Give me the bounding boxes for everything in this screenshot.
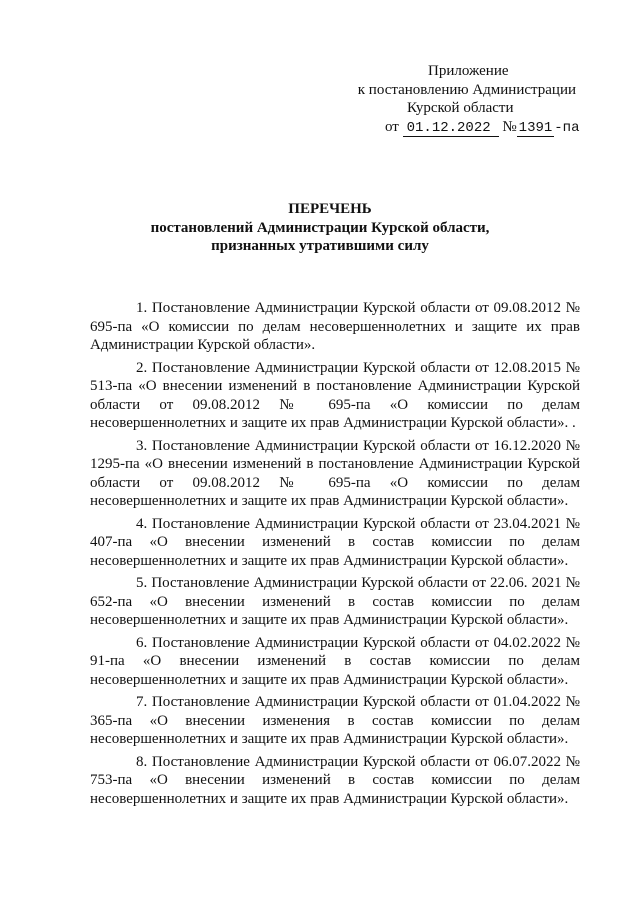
- list-item: 6. Постановление Администрации Курской области от 04.02.2022 № 91-па «О внесении изменений в состав комиссии по делам несовершеннолетних и защите их прав Администрации Курской области».: [90, 634, 580, 688]
- list-item: 2. Постановление Администрации Курской области от 12.08.2015 № 513-па «О внесении изменений в постановление Администрации Курской области от 09.08.2012 № 695-па «О комиссии по делам несовершеннолетних и защите их прав Администрации Курской области». .: [90, 359, 580, 431]
- list-item: 7. Постановление Администрации Курской области от 01.04.2022 № 365-па «О внесении изменения в состав комиссии по делам несовершеннолетних и защите их прав Администрации Курской области».: [90, 694, 580, 747]
- title-line-1: ПЕРЕЧЕНЬ: [288, 201, 372, 217]
- title-line-2: постановлений Администрации Курской области,: [150, 219, 490, 236]
- appendix-date-number: [330, 118, 590, 138]
- list-item: 3. Постановление Администрации Курской области от 16.12.2020 № 1295-па «О внесении изменений в постановление Администрации Курской области от 09.08.2012 № 695-па «О комиссии по делам несовершеннолетних и защите их прав Администрации Курской области».: [90, 437, 580, 509]
- appendix-label: Приложение: [428, 63, 509, 79]
- number-suffix: -па: [554, 119, 580, 136]
- resolution-date: 01.12.2022: [403, 121, 499, 137]
- date-prefix: от: [385, 118, 399, 135]
- list-item: 4. Постановление Администрации Курской области от 23.04.2021 № 407-па «О внесении изменений в состав комиссии по делам несовершеннолетних и защите их прав Администрации Курской области».: [90, 515, 580, 569]
- list-item: 1. Постановление Администрации Курской области от 09.08.2012 № 695-па «О комиссии по делам несовершеннолетних и защите их прав Администрации Курской области».: [90, 300, 580, 353]
- number-prefix: №: [502, 118, 517, 135]
- resolutions-list: [90, 299, 580, 812]
- resolution-number: 1391: [518, 119, 553, 136]
- document-title: [0, 200, 640, 256]
- appendix-resolution-ref: к постановлению Администрации: [357, 81, 576, 98]
- appendix-header: [330, 62, 590, 137]
- list-item: 8. Постановление Администрации Курской области от 06.07.2022 № 753-па «О внесении изменений в состав комиссии по делам несовершеннолетних и защите их прав Администрации Курской области».: [90, 753, 580, 807]
- title-line-3: признанных утратившими силу: [211, 238, 429, 254]
- list-item: 5. Постановление Администрации Курской области от 22.06. 2021 № 652-па «О внесении изменений в состав комиссии по делам несовершеннолетних и защите их прав Администрации Курской области».: [90, 575, 580, 628]
- appendix-region: Курской области: [407, 100, 514, 116]
